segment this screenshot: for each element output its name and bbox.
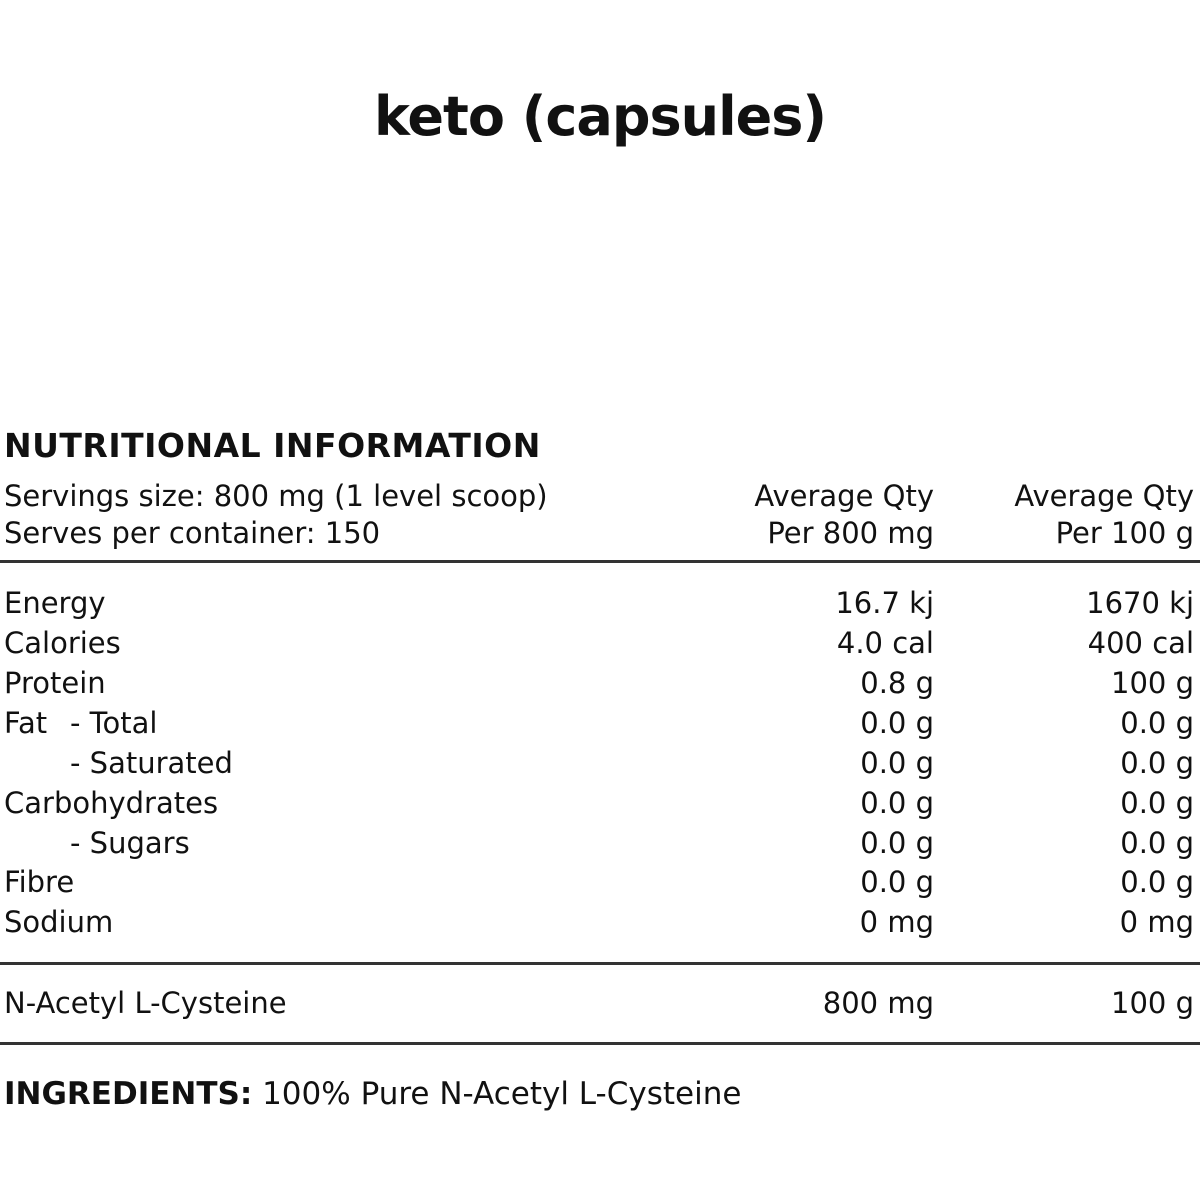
nutrient-value-carbohydrates-100g: 0.0 g	[1120, 786, 1194, 820]
ingredients-label: INGREDIENTS:	[4, 1076, 253, 1112]
nutrition-heading: NUTRITIONAL INFORMATION	[4, 426, 541, 465]
nutrient-value-calories-100g: 400 cal	[1087, 626, 1194, 660]
col-per-serve-header-1: Average Qty	[754, 479, 934, 513]
nutrient-value-energy-serve: 16.7 kj	[835, 586, 934, 620]
active-ingredient-serve: 800 mg	[822, 986, 934, 1020]
ingredients-text: 100% Pure N-Acetyl L-Cysteine	[252, 1076, 742, 1112]
serving-size: Servings size: 800 mg (1 level scoop)	[4, 479, 548, 513]
nutrient-label-fat: Fat	[4, 706, 48, 740]
nutrient-value-saturated-serve: 0.0 g	[860, 746, 934, 780]
nutrient-value-sodium-serve: 0 mg	[859, 905, 934, 939]
active-ingredient-100g: 100 g	[1111, 986, 1194, 1020]
ingredients-statement	[4, 1074, 741, 1114]
nutrient-value-sodium-100g: 0 mg	[1119, 905, 1194, 939]
nutrient-label-calories: Calories	[4, 626, 121, 660]
nutrient-value-energy-100g: 1670 kj	[1086, 586, 1194, 620]
nutrient-label-sugars: - Sugars	[70, 826, 190, 860]
nutrient-value-fat-serve: 0.0 g	[860, 706, 934, 740]
nutrient-label-saturated: - Saturated	[70, 746, 233, 780]
nutrient-value-saturated-100g: 0.0 g	[1120, 746, 1194, 780]
nutrient-sublabel-fat-total: - Total	[70, 706, 158, 740]
nutrient-value-fibre-100g: 0.0 g	[1120, 865, 1194, 899]
header-divider	[0, 560, 1200, 563]
nutrient-value-calories-serve: 4.0 cal	[836, 626, 934, 660]
nutrient-label-fibre: Fibre	[4, 865, 75, 899]
active-ingredient-label: N-Acetyl L-Cysteine	[4, 986, 287, 1020]
nutrient-value-fibre-serve: 0.0 g	[860, 865, 934, 899]
nutrient-value-sugars-serve: 0.0 g	[860, 826, 934, 860]
nutrient-label-carbohydrates: Carbohydrates	[4, 786, 219, 820]
col-per-serve-header-2: Per 800 mg	[767, 516, 934, 550]
nutrients-divider	[0, 962, 1200, 965]
col-per-100g-header-1: Average Qty	[1014, 479, 1194, 513]
servings-per-container: Serves per container: 150	[4, 516, 381, 550]
nutrient-label-energy: Energy	[4, 586, 106, 620]
nutrient-value-sugars-100g: 0.0 g	[1120, 826, 1194, 860]
active-divider	[0, 1042, 1200, 1045]
nutrient-value-protein-100g: 100 g	[1111, 666, 1194, 700]
col-per-100g-header-2: Per 100 g	[1055, 516, 1194, 550]
nutrient-value-carbohydrates-serve: 0.0 g	[860, 786, 934, 820]
nutrient-value-fat-100g: 0.0 g	[1120, 706, 1194, 740]
nutrient-label-protein: Protein	[4, 666, 106, 700]
page-title: keto (capsules)	[373, 85, 827, 148]
nutrient-value-protein-serve: 0.8 g	[860, 666, 934, 700]
nutrient-label-sodium: Sodium	[4, 905, 114, 939]
